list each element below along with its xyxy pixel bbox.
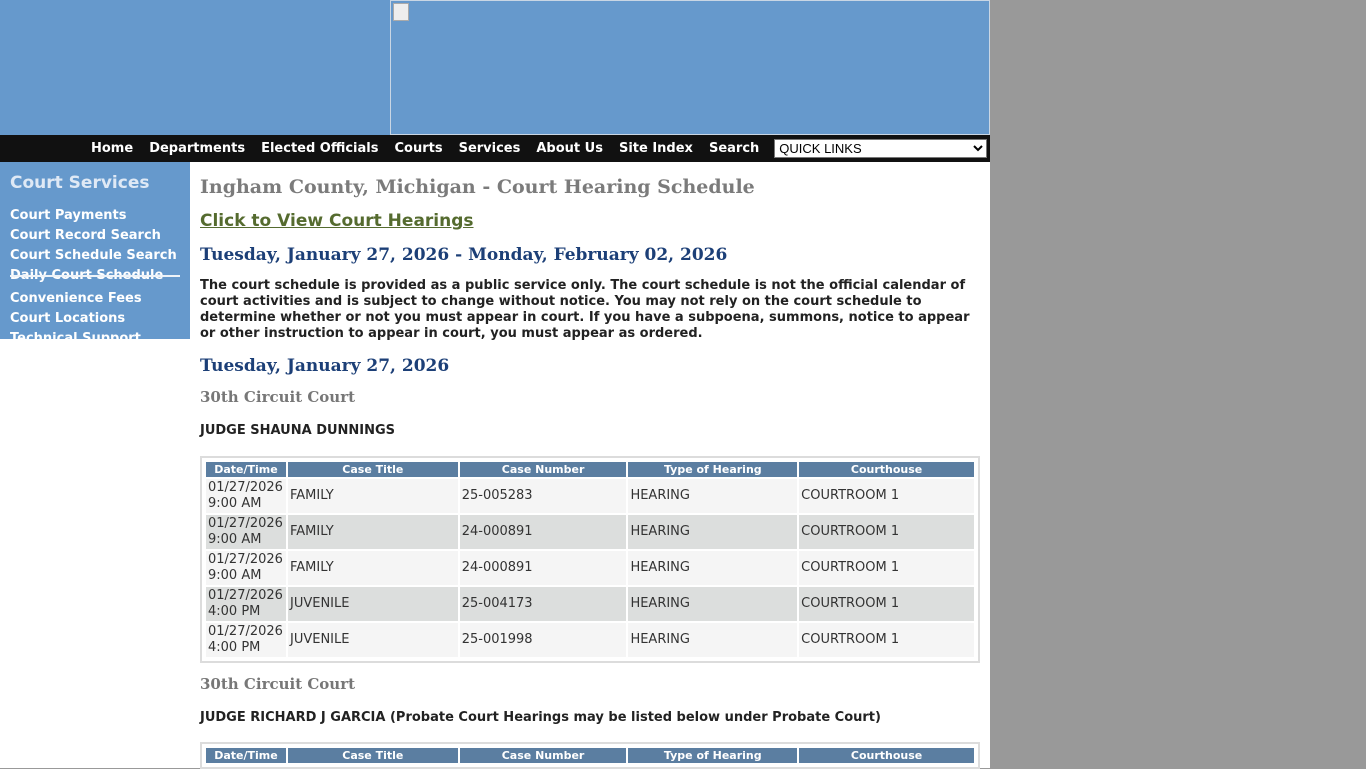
sidebar-link-daily-court-schedule[interactable]: Daily Court Schedule bbox=[10, 268, 164, 283]
nav-search[interactable]: Search bbox=[708, 141, 760, 156]
cell-courthouse: COURTROOM 1 bbox=[799, 623, 974, 657]
schedule-table bbox=[200, 456, 980, 663]
sidebar-item bbox=[10, 264, 177, 284]
sidebar-link-court-record-search[interactable]: Court Record Search bbox=[10, 228, 161, 243]
schedule-table bbox=[200, 742, 980, 769]
nav-elected-officials[interactable]: Elected Officials bbox=[261, 141, 379, 156]
sidebar-item bbox=[10, 244, 177, 264]
cell-title: JUVENILE bbox=[288, 587, 458, 621]
nav-home[interactable]: Home bbox=[91, 141, 134, 156]
sidebar-item bbox=[10, 287, 142, 307]
court-heading: 30th Circuit Court bbox=[200, 675, 356, 693]
cell-type: HEARING bbox=[628, 479, 797, 513]
cell-courthouse: COURTROOM 1 bbox=[799, 587, 974, 621]
column-header: Case Title bbox=[288, 748, 458, 763]
top-nav bbox=[0, 135, 990, 162]
cell-datetime bbox=[206, 587, 286, 621]
table-row bbox=[206, 515, 974, 549]
sidebar-group-1 bbox=[10, 204, 177, 284]
banner-image bbox=[390, 0, 990, 135]
nav-departments[interactable]: Departments bbox=[149, 141, 246, 156]
cell-number: 25-001998 bbox=[460, 623, 627, 657]
cell-time: 9:00 AM bbox=[208, 496, 262, 511]
judge-name: JUDGE RICHARD J GARCIA (Probate Court Hearings may be listed below under Probate Court) bbox=[200, 710, 881, 725]
column-header: Date/Time bbox=[206, 462, 286, 477]
cell-courthouse: COURTROOM 1 bbox=[799, 479, 974, 513]
page-title: Ingham County, Michigan - Court Hearing Schedule bbox=[200, 176, 755, 198]
cell-datetime bbox=[206, 515, 286, 549]
header bbox=[0, 0, 990, 135]
sidebar-title: Court Services bbox=[10, 173, 150, 193]
table-row bbox=[206, 551, 974, 585]
sidebar-item bbox=[10, 224, 177, 244]
cell-date: 01/27/2026 bbox=[208, 516, 283, 531]
column-header: Courthouse bbox=[799, 462, 974, 477]
cell-title: JUVENILE bbox=[288, 623, 458, 657]
sidebar-link-convenience-fees[interactable]: Convenience Fees bbox=[10, 291, 142, 306]
column-header: Type of Hearing bbox=[628, 748, 797, 763]
table-row bbox=[206, 623, 974, 657]
cell-datetime bbox=[206, 551, 286, 585]
cell-type: HEARING bbox=[628, 623, 797, 657]
cell-title: FAMILY bbox=[288, 479, 458, 513]
broken-image-icon bbox=[393, 3, 409, 21]
cell-date: 01/27/2026 bbox=[208, 588, 283, 603]
cell-date: 01/27/2026 bbox=[208, 552, 283, 567]
sidebar-item bbox=[10, 204, 177, 224]
disclaimer: The court schedule is provided as a public service only. The court schedule is not the official calendar of court activities and is subject to change without notice. You may not rely on the court schedule to determine whether or not you must appear in court. If you have a subpoena, summons, notice to appear or other instruction to appear in court, you must appear as ordered. bbox=[200, 278, 970, 341]
cell-time: 4:00 PM bbox=[208, 640, 261, 655]
date-range: Tuesday, January 27, 2026 - Monday, February 02, 2026 bbox=[200, 245, 728, 265]
day-heading: Tuesday, January 27, 2026 bbox=[200, 356, 450, 376]
column-header: Case Title bbox=[288, 462, 458, 477]
cell-datetime bbox=[206, 623, 286, 657]
cell-type: HEARING bbox=[628, 515, 797, 549]
nav-site-index[interactable]: Site Index bbox=[618, 141, 693, 156]
table-row bbox=[206, 479, 974, 513]
column-header: Type of Hearing bbox=[628, 462, 797, 477]
sidebar-link-technical-support[interactable]: Technical Support bbox=[10, 331, 141, 346]
cell-time: 9:00 AM bbox=[208, 532, 262, 547]
table-header-row bbox=[206, 462, 974, 477]
cell-time: 4:00 PM bbox=[208, 604, 261, 619]
cell-number: 24-000891 bbox=[460, 515, 627, 549]
sidebar bbox=[0, 162, 190, 346]
nav-courts[interactable]: Courts bbox=[394, 141, 443, 156]
cell-type: HEARING bbox=[628, 551, 797, 585]
column-header: Case Number bbox=[460, 462, 627, 477]
column-header: Date/Time bbox=[206, 748, 286, 763]
sidebar-group-2 bbox=[10, 287, 142, 347]
cell-time: 9:00 AM bbox=[208, 568, 262, 583]
sidebar-item bbox=[10, 327, 142, 347]
table-row bbox=[206, 587, 974, 621]
cell-number: 25-004173 bbox=[460, 587, 627, 621]
cell-date: 01/27/2026 bbox=[208, 480, 283, 495]
quick-links-select[interactable] bbox=[774, 139, 987, 158]
nav-about-us[interactable]: About Us bbox=[536, 141, 603, 156]
sidebar-item bbox=[10, 307, 142, 327]
cell-number: 24-000891 bbox=[460, 551, 627, 585]
sidebar-link-court-payments[interactable]: Court Payments bbox=[10, 208, 127, 223]
cell-datetime bbox=[206, 479, 286, 513]
view-court-hearings-link[interactable]: Click to View Court Hearings bbox=[200, 211, 474, 231]
cell-number: 25-005283 bbox=[460, 479, 627, 513]
cell-date: 01/27/2026 bbox=[208, 624, 283, 639]
sidebar-link-court-schedule-search[interactable]: Court Schedule Search bbox=[10, 248, 177, 263]
judge-name: JUDGE SHAUNA DUNNINGS bbox=[200, 423, 396, 438]
nav-services[interactable]: Services bbox=[458, 141, 521, 156]
cell-title: FAMILY bbox=[288, 551, 458, 585]
column-header: Courthouse bbox=[799, 748, 974, 763]
column-header: Case Number bbox=[460, 748, 627, 763]
table-header-row bbox=[206, 748, 974, 763]
cell-type: HEARING bbox=[628, 587, 797, 621]
cell-courthouse: COURTROOM 1 bbox=[799, 515, 974, 549]
court-heading: 30th Circuit Court bbox=[200, 388, 356, 406]
sidebar-divider bbox=[10, 275, 180, 277]
sidebar-link-court-locations[interactable]: Court Locations bbox=[10, 311, 126, 326]
cell-courthouse: COURTROOM 1 bbox=[799, 551, 974, 585]
cell-title: FAMILY bbox=[288, 515, 458, 549]
